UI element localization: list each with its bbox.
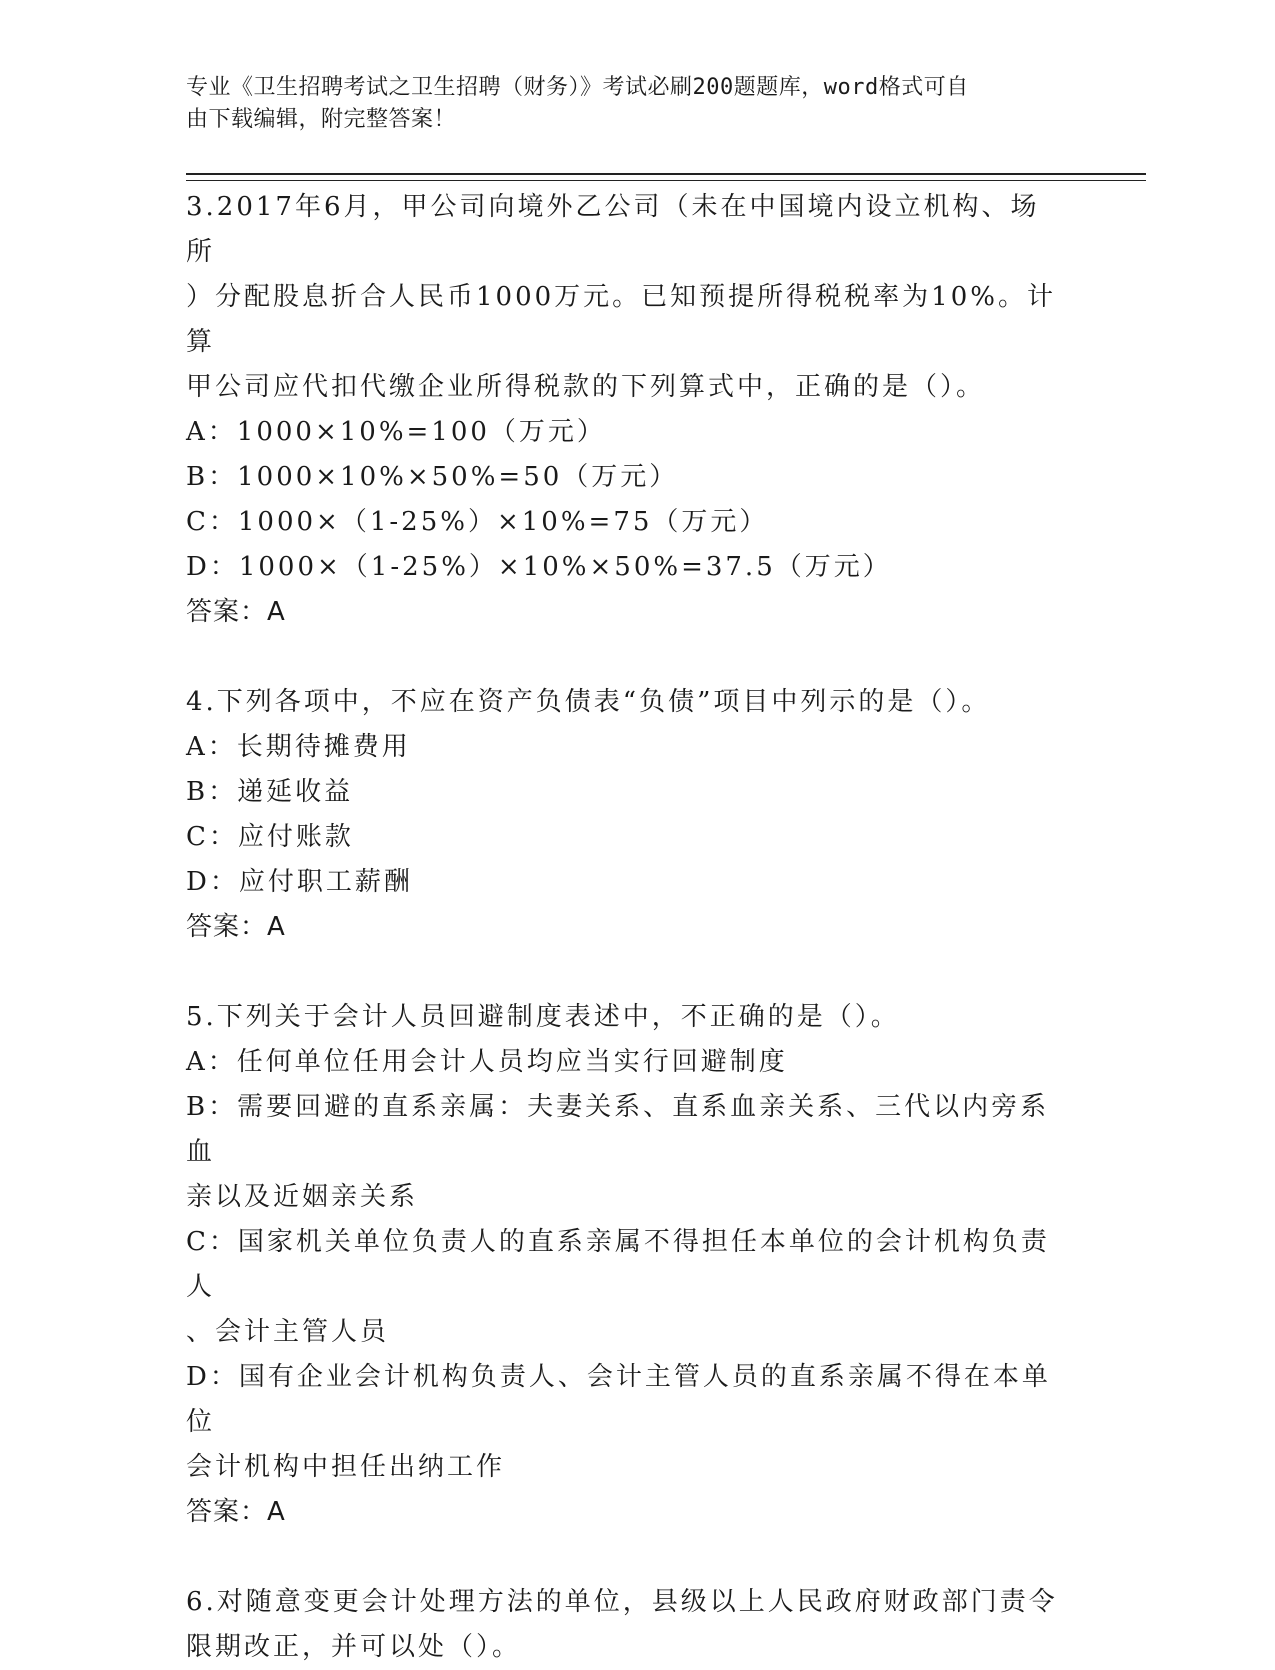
question-stem-line: 4.下列各项中，不应在资产负债表“负债”项目中列示的是（）。 — [186, 687, 991, 717]
question-block — [186, 995, 1066, 1535]
option-line: C：国家机关单位负责人的直系亲属不得担任本单位的会计机构负责人 — [186, 1227, 1050, 1302]
answer-line: 答案：A — [186, 597, 286, 627]
question-stem-line: ）分配股息折合人民币1000万元。已知预提所得税税率为10%。计算 — [186, 282, 1056, 357]
question-stem-line: 3.2017年6月，甲公司向境外乙公司（未在中国境内设立机构、场所 — [186, 192, 1040, 267]
option-line: B：递延收益 — [186, 777, 354, 807]
question-block — [186, 1580, 1066, 1670]
header-rule-thin — [186, 180, 1146, 181]
option-line: D：国有企业会计机构负责人、会计主管人员的直系亲属不得在本单位 — [186, 1362, 1051, 1437]
option-line: A：任何单位任用会计人员均应当实行回避制度 — [186, 1047, 788, 1077]
option-line: 亲以及近姻亲关系 — [186, 1182, 419, 1212]
document-header — [186, 72, 1066, 136]
option-line: D：应付职工薪酬 — [186, 867, 413, 897]
question-stem-line: 5.下列关于会计人员回避制度表述中，不正确的是（）。 — [186, 1002, 900, 1032]
question-stem-line: 甲公司应代扣代缴企业所得税款的下列算式中，正确的是（）。 — [186, 372, 986, 402]
answer-line: 答案：A — [186, 912, 286, 942]
option-line: A：长期待摊费用 — [186, 732, 411, 762]
question-stem-line: 限期改正，并可以处（）。 — [186, 1632, 522, 1662]
option-line: 、会计主管人员 — [186, 1317, 390, 1347]
option-line: C：1000×（1-25%）×10%=75（万元） — [186, 507, 769, 537]
option-line: B：需要回避的直系亲属：夫妻关系、直系血亲关系、三代以内旁系血 — [186, 1092, 1050, 1167]
option-line: C：应付账款 — [186, 822, 354, 852]
header-line-2: 由下载编辑，附完整答案！ — [186, 107, 457, 132]
option-line: A：1000×10%=100（万元） — [186, 417, 606, 447]
header-line-1: 专业《卫生招聘考试之卫生招聘（财务）》考试必刷200题题库，word格式可自 — [186, 75, 969, 100]
option-line: D：1000×（1-25%）×10%×50%=37.5（万元） — [186, 552, 892, 582]
question-stem-line: 6.对随意变更会计处理方法的单位，县级以上人民政府财政部门责令 — [186, 1587, 1058, 1617]
question-block — [186, 185, 1066, 635]
answer-line: 答案：A — [186, 1497, 286, 1527]
header-rule-thick — [186, 173, 1146, 175]
question-block — [186, 680, 1066, 950]
question-list — [186, 185, 1066, 1670]
option-line: B：1000×10%×50%=50（万元） — [186, 462, 679, 492]
option-line: 会计机构中担任出纳工作 — [186, 1452, 506, 1482]
